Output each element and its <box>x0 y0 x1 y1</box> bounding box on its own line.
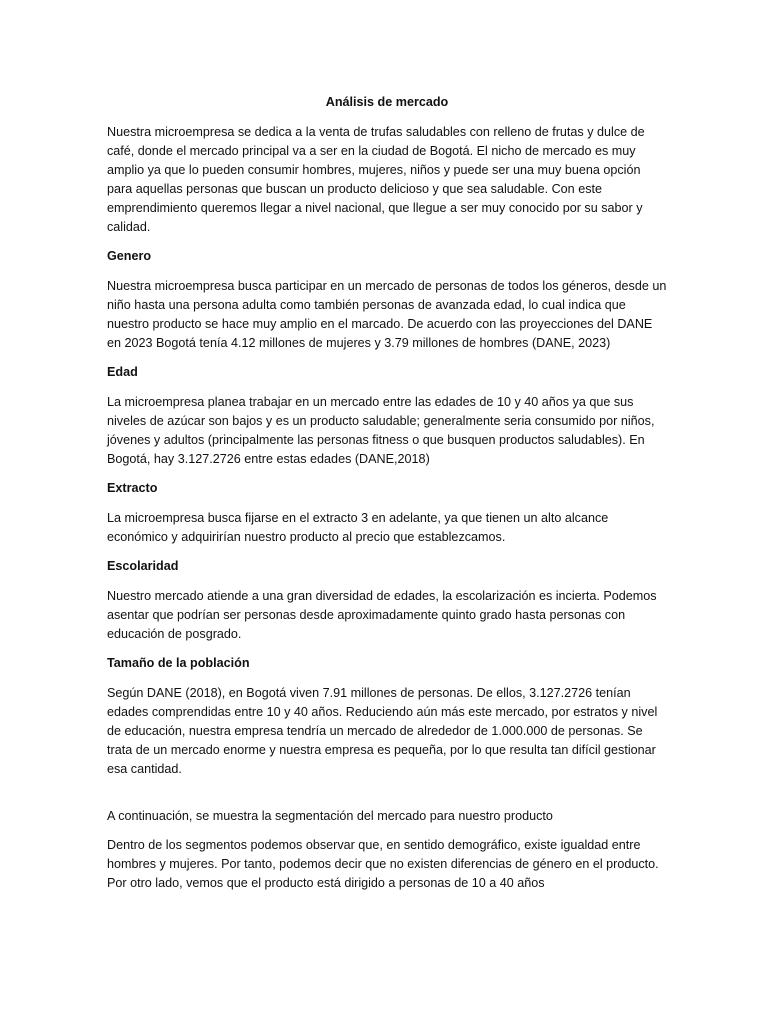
section-heading-extracto: Extracto <box>107 481 158 495</box>
section-body-extracto: La microempresa busca fijarse en el extracto 3 en adelante, ya que tienen un alto alcance económico y adquirirían nuestro producto al precio que establezcamos. <box>107 511 609 544</box>
continuation-paragraph: A continuación, se muestra la segmentación del mercado para nuestro producto <box>107 809 553 823</box>
blank-line <box>107 789 667 807</box>
section-body-edad: La microempresa planea trabajar en un mercado entre las edades de 10 y 40 años ya que sus niveles de azúcar son bajos y es un producto saludable; generalmente seria consumido por niños, jóvenes y adultos (principalmente las personas fitness o que busquen productos saludables). En Bogotá, hay 3.127.2726 entre estas edades (DANE,2018) <box>107 395 655 466</box>
closing-paragraph: Dentro de los segmentos podemos observar que, en sentido demográfico, existe igualdad entre hombres y mujeres. Por tanto, podemos decir que no existen diferencias de género en el producto. Por otro lado, vemos que el producto está dirigido a personas de 10 a 40 años <box>107 838 659 890</box>
section-body-escolaridad: Nuestro mercado atiende a una gran diversidad de edades, la escolarización es incierta. Podemos asentar que podrían ser personas desde aproximadamente quinto grado hasta personas con educación de posgrado. <box>107 589 657 641</box>
section-body-tamano-poblacion: Según DANE (2018), en Bogotá viven 7.91 millones de personas. De ellos, 3.127.2726 tenían edades comprendidas entre 10 y 40 años. Reduciendo aún más este mercado, por estratos y nivel de educación, nuestra empresa tendría un mercado de alrededor de 1.000.000 de personas. Se trata de un mercado enorme y nuestra empresa es pequeña, por lo que resulta tan difícil gestionar esa cantidad. <box>107 686 658 776</box>
document-title: Análisis de mercado <box>325 95 449 109</box>
section-heading-escolaridad: Escolaridad <box>107 559 179 573</box>
intro-paragraph: Nuestra microempresa se dedica a la venta de trufas saludables con relleno de frutas y dulce de café, donde el mercado principal va a ser en la ciudad de Bogotá. El nicho de mercado es muy amplio ya que lo pueden consumir hombres, mujeres, niños y puede ser una muy buena opción para aquellas personas que buscan un producto delicioso y que sea saludable. Con este emprendimiento queremos llegar a nivel nacional, que llegue a ser muy conocido por su sabor y calidad. <box>107 125 645 234</box>
section-heading-tamano-poblacion: Tamaño de la población <box>107 656 250 670</box>
section-heading-edad: Edad <box>107 365 138 379</box>
section-heading-genero: Genero <box>107 249 152 263</box>
section-body-genero: Nuestra microempresa busca participar en un mercado de personas de todos los géneros, desde un niño hasta una persona adulta como también personas de avanzada edad, lo cual indica que nuestro producto se hace muy amplio en el marcado. De acuerdo con las proyecciones del DANE en 2023 Bogotá tenía 4.12 millones de mujeres y 3.79 millones de hombres (DANE, 2023) <box>107 279 667 350</box>
document-page <box>107 93 667 903</box>
